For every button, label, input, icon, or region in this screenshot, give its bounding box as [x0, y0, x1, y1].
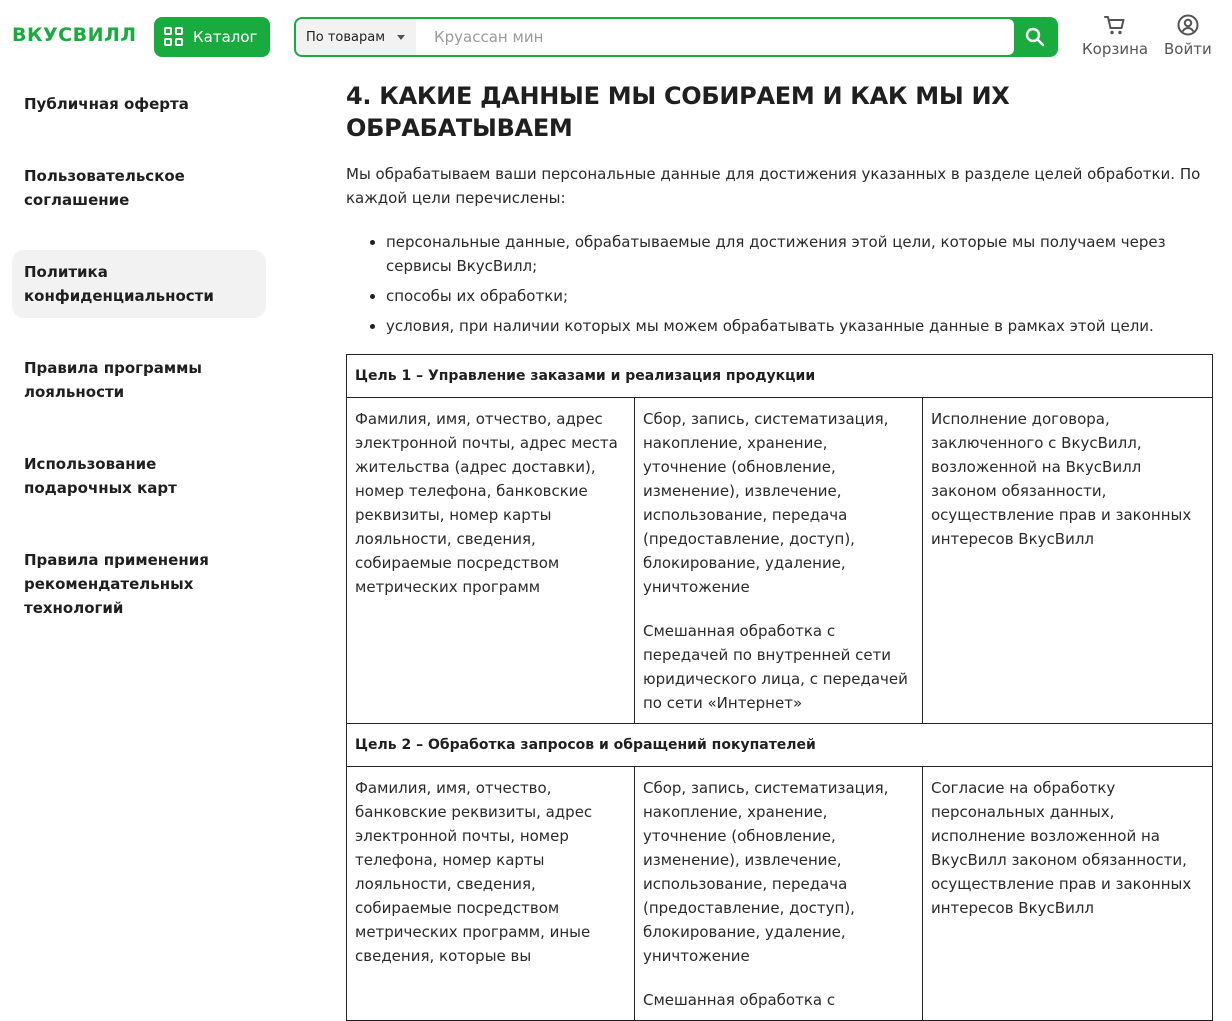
search-bar [294, 17, 1058, 57]
cart-icon [1103, 14, 1127, 36]
goal-data-cell [347, 767, 635, 1021]
grid-icon [164, 27, 184, 47]
catalog-label: Каталог [193, 28, 258, 46]
goal-basis: Согласие на обработку персональных данных, исполнение возложенной на ВкусВилл законом обязанности, осуществление прав и законных интересов ВкусВилл [931, 779, 1192, 917]
search-icon [1025, 27, 1045, 47]
user-icon [1177, 14, 1199, 36]
main-content [346, 80, 1212, 1021]
intro-paragraph: Мы обрабатываем ваши персональные данные для достижения указанных в разделе целей обработки. По каждой цели перечислены: [346, 165, 1201, 207]
search-input[interactable] [416, 19, 1014, 55]
page-title: 4. КАКИЕ ДАННЫЕ МЫ СОБИРАЕМ И КАК МЫ ИХ ОБРАБАТЫВАЕМ [346, 82, 1010, 142]
goal-methods-cell [635, 767, 923, 1021]
cart-label: Корзина [1082, 40, 1149, 58]
sidebar-item-gift-cards[interactable]: Использование подарочных карт [24, 455, 177, 497]
sidebar-item-recommendation-rules[interactable]: Правила применения рекомендательных технологий [24, 551, 209, 617]
goal-methods: Сбор, запись, систематизация, накопление, хранение, уточнение (обновление, изменение), извлечение, использование, передача (предоставление, доступ), блокирование, удаление, уничтожение [643, 410, 889, 596]
goal-methods-extra: Смешанная обработка с передачей по внутренней сети юридического лица, с передачей по сети «Интернет» [643, 622, 908, 712]
header [0, 0, 1232, 76]
goals-table [346, 354, 1213, 1021]
search-scope-label: По товарам [306, 29, 386, 45]
goal-methods-extra: Смешанная обработка с [643, 991, 836, 1009]
goal-basis-cell [923, 767, 1213, 1021]
chevron-down-icon [397, 35, 405, 40]
table-row [347, 724, 1213, 767]
goal-basis-cell [923, 398, 1213, 724]
table-row [347, 767, 1213, 1021]
sidebar-item-public-offer[interactable]: Публичная оферта [24, 95, 189, 113]
sidebar-item-loyalty-rules[interactable]: Правила программы лояльности [24, 359, 202, 401]
search-button[interactable] [1014, 19, 1056, 55]
goal-methods-cell [635, 398, 923, 724]
logo[interactable]: ВКУСВИЛЛ [12, 24, 137, 46]
goal-data-cell [347, 398, 635, 724]
list-item: условия, при наличии которых мы можем обрабатывать указанные данные в рамках этой цели. [370, 314, 1212, 338]
sidebar [12, 82, 266, 658]
goal-basis: Исполнение договора, заключенного с ВкусВилл, возложенной на ВкусВилл законом обязанности, осуществление прав и законных интересов ВкусВилл [931, 410, 1192, 548]
goal-title: Цель 2 – Обработка запросов и обращений покупателей [347, 724, 1213, 767]
login-label: Войти [1164, 40, 1212, 58]
goal-methods: Сбор, запись, систематизация, накопление, хранение, уточнение (обновление, изменение), извлечение, использование, передача (предоставление, доступ), блокирование, удаление, уничтожение [643, 779, 889, 965]
goal-data: Фамилия, имя, отчество, банковские реквизиты, адрес электронной почты, номер телефона, номер карты лояльности, сведения, собираемые посредством метрических программ, иные сведения, которые вы [355, 779, 593, 965]
list-item: персональные данные, обрабатываемые для достижения этой цели, которые мы получаем через сервисы ВкусВилл; [370, 230, 1212, 278]
bullet-list [346, 230, 1212, 338]
list-item: способы их обработки; [370, 284, 1212, 308]
catalog-button[interactable] [154, 17, 270, 57]
table-row [347, 398, 1213, 724]
sidebar-item-user-agreement[interactable]: Пользовательское соглашение [24, 167, 185, 209]
search-scope-select[interactable] [296, 19, 416, 55]
cart-button[interactable] [1082, 14, 1148, 58]
goal-title: Цель 1 – Управление заказами и реализация продукции [347, 355, 1213, 398]
goal-data: Фамилия, имя, отчество, адрес электронной почты, адрес места жительства (адрес доставки), номер телефона, банковские реквизиты, номер карты лояльности, сведения, собираемые посредством метрических программ [355, 410, 618, 596]
table-row [347, 355, 1213, 398]
login-button[interactable] [1164, 14, 1212, 58]
sidebar-item-privacy-policy[interactable]: Политика конфиденциальности [12, 250, 266, 318]
